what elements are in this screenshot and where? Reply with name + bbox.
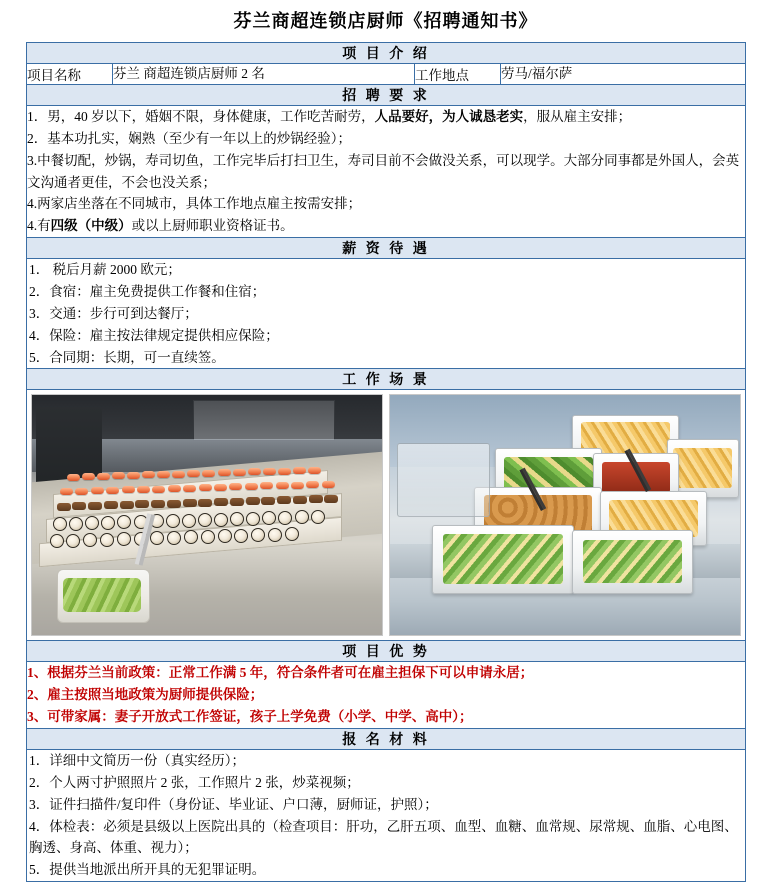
vegetable-food — [583, 540, 683, 584]
sushi-piece — [263, 468, 276, 475]
item-text: 男，40 岁以下，婚姻不限，身体健康，工作吃苦耐劳， — [47, 109, 375, 124]
sushi-piece — [157, 471, 170, 478]
section-header-row-advantages — [27, 641, 746, 662]
sushi-piece — [75, 488, 88, 495]
requirement-item — [27, 128, 745, 150]
sushi-piece — [182, 514, 196, 528]
sushi-piece — [66, 534, 80, 548]
section-header-row-intro — [27, 43, 746, 64]
item-strong-text: 可带家属： — [47, 709, 115, 725]
sushi-piece — [306, 481, 319, 488]
container-lid — [397, 443, 490, 517]
sushi-piece — [246, 512, 260, 526]
section-header-row-workplace — [27, 369, 746, 390]
section-heading-materials: 报 名 材 料 — [27, 729, 746, 750]
item-number: 4. — [27, 218, 38, 234]
sushi-piece — [285, 527, 299, 541]
requirement-item — [27, 193, 745, 215]
fries-food — [673, 448, 732, 488]
sushi-piece — [293, 496, 307, 504]
sushi-piece — [214, 513, 228, 527]
page-title: 芬兰商超连锁店厨师《招聘通知书》 — [233, 11, 538, 31]
sushi-piece — [122, 486, 135, 493]
sushi-piece — [291, 482, 304, 489]
section-heading-workplace: 工 作 场 景 — [27, 369, 746, 390]
section-heading-intro: 项 目 介 绍 — [27, 43, 746, 64]
sushi-piece — [120, 501, 134, 509]
workplace-photos-cell — [27, 390, 746, 641]
item-number: 1、 — [27, 665, 48, 681]
sushi-piece — [167, 500, 181, 508]
sushi-piece — [69, 517, 83, 531]
sushi-piece — [183, 485, 196, 492]
sushi-piece — [202, 470, 215, 477]
sushi-piece — [142, 471, 155, 478]
sushi-piece — [187, 470, 200, 477]
sushi-counter-photo — [31, 394, 383, 636]
sushi-piece — [127, 472, 140, 479]
sushi-piece — [57, 503, 71, 511]
advantage-item — [27, 706, 745, 728]
list-item: 2．个人两寸护照照片 2 张，工作照片 2 张，炒菜视频； — [29, 774, 360, 790]
item-number: 3、 — [27, 709, 48, 725]
table-row — [27, 64, 746, 85]
requirements-list — [27, 106, 746, 238]
section-header-row-requirements — [27, 85, 746, 106]
photo-gallery — [27, 390, 745, 640]
broccoli-food — [443, 534, 563, 584]
sushi-piece — [309, 495, 323, 503]
sushi-piece — [183, 499, 197, 507]
list-item: 4．保险：雇主按法律规定提供相应保险； — [29, 327, 279, 343]
requirement-item — [27, 150, 745, 194]
item-text: 四级（中级） — [50, 218, 132, 234]
project-name-label: 项目名称 — [27, 64, 113, 85]
sushi-piece — [276, 482, 289, 489]
requirement-item — [27, 106, 745, 128]
item-number: 4. — [27, 196, 38, 212]
table-row — [27, 259, 746, 369]
sushi-piece — [151, 500, 165, 508]
hot-food-counter-photo — [389, 394, 741, 636]
table-row — [27, 750, 746, 882]
item-text: 或以上厨师职业资格证书。 — [131, 218, 294, 234]
item-strong-text: 根据芬兰当前政策： — [47, 665, 169, 681]
sushi-piece — [82, 473, 95, 480]
sushi-piece — [322, 481, 335, 488]
sushi-piece — [117, 532, 131, 546]
sushi-piece — [246, 497, 260, 505]
work-location-label: 工作地点 — [415, 64, 501, 85]
sushi-piece — [311, 510, 325, 524]
sushi-piece — [218, 469, 231, 476]
sushi-piece — [50, 534, 64, 548]
sushi-piece — [248, 468, 261, 475]
sushi-piece — [245, 483, 258, 490]
sushi-piece — [60, 488, 73, 495]
item-strong-text: 雇主按照当地政策为厨师提供保险； — [47, 687, 264, 703]
item-text: 两家店坐落在不同城市，具体工作地点雇主按需安排； — [37, 196, 362, 212]
sushi-piece — [214, 484, 227, 491]
sushi-piece — [261, 497, 275, 505]
sushi-piece — [230, 498, 244, 506]
sushi-piece — [229, 483, 242, 490]
sushi-piece — [67, 474, 80, 481]
item-number: 1． — [27, 109, 48, 124]
sushi-piece — [167, 531, 181, 545]
advantage-item — [27, 684, 745, 706]
list-item: 5．合同期：长期，可一直续签。 — [29, 349, 225, 365]
list-item: 4．体检表：必须是县级以上医院出具的（检查项目：肝功，乙肝五项、血型、血糖、血常规、尿常规、血脂、心电图、胸透、身高、体重、视力）； — [29, 818, 738, 856]
item-text: 正常工作满 5 年，符合条件者可在雇主担保下可以申请永居； — [168, 665, 534, 681]
item-number: 3. — [27, 152, 38, 168]
list-item: 1．详细中文简历一份（真实经历）； — [29, 753, 245, 769]
materials-list — [27, 750, 746, 882]
sushi-piece — [135, 500, 149, 508]
sushi-piece — [137, 486, 150, 493]
sushi-piece — [198, 513, 212, 527]
sushi-piece — [295, 510, 309, 524]
list-item: 3．交通：步行可到达餐厅； — [29, 305, 198, 321]
sushi-piece — [199, 484, 212, 491]
sushi-piece — [166, 514, 180, 528]
item-text: 中餐切配，炒锅，寿司切鱼，工作完毕后打扫卫生，寿司目前不会做没关系，可以现学。大部分同事都是外国人，会英文沟通者更佳，不会也没关系； — [27, 152, 740, 190]
advantages-list — [27, 662, 746, 729]
kitchen-hood-shape — [193, 400, 335, 440]
salary-list — [27, 259, 746, 369]
item-number: 2． — [27, 130, 48, 146]
item-text: ，服从雇主安排； — [523, 109, 632, 124]
requirement-item — [27, 215, 745, 237]
sushi-piece — [112, 472, 125, 479]
table-row — [27, 662, 746, 729]
food-container — [432, 525, 574, 594]
item-text: 有 — [37, 218, 51, 234]
sushi-piece — [277, 496, 291, 504]
sushi-piece — [91, 487, 104, 494]
sushi-piece — [233, 469, 246, 476]
table-row — [27, 106, 746, 238]
sushi-piece — [278, 468, 291, 475]
work-location-value: 劳马/福尔萨 — [501, 64, 746, 85]
recruitment-table — [26, 42, 746, 882]
table-row — [27, 390, 746, 641]
sushi-piece — [260, 482, 273, 489]
food-container — [572, 530, 693, 594]
item-number: 2、 — [27, 687, 48, 703]
sushi-piece — [218, 529, 232, 543]
item-text: 基本功扎实，娴熟（至少有一年以上的炒锅经验）； — [47, 130, 351, 146]
sushi-piece — [214, 498, 228, 506]
list-item: 5．提供当地派出所开具的无犯罪证明。 — [29, 862, 266, 878]
salad-container — [57, 569, 150, 624]
list-item: 1． 税后月薪 2000 欧元； — [29, 262, 181, 278]
sushi-piece — [308, 467, 321, 474]
sushi-piece — [168, 485, 181, 492]
sushi-piece — [104, 501, 118, 509]
advantage-item — [27, 662, 745, 684]
list-item: 2．食宿：雇主免费提供工作餐和住宿； — [29, 284, 266, 300]
sushi-piece — [324, 495, 338, 503]
section-header-row-salary — [27, 238, 746, 259]
sushi-piece — [198, 499, 212, 507]
sushi-piece — [88, 502, 102, 510]
sushi-piece — [106, 487, 119, 494]
project-name-value: 芬兰 商超连锁店厨师 2 名 — [113, 64, 415, 85]
sushi-piece — [268, 528, 282, 542]
sushi-piece — [293, 467, 306, 474]
section-heading-salary: 薪 资 待 遇 — [27, 238, 746, 259]
item-text: 妻子开放式工作签证，孩子上学免费（小学、中学、高中）； — [114, 709, 473, 725]
section-heading-requirements: 招 聘 要 求 — [27, 85, 746, 106]
sushi-piece — [152, 486, 165, 493]
sushi-piece — [201, 530, 215, 544]
sushi-piece — [172, 471, 185, 478]
sushi-piece — [100, 533, 114, 547]
item-text: 人品要好，为人诚恳老实 — [374, 109, 524, 124]
sushi-piece — [72, 502, 86, 510]
sushi-piece — [150, 514, 164, 528]
list-item: 3．证件扫描件/复印件（身份证、毕业证、户口薄，厨师证，护照）； — [29, 796, 438, 812]
section-header-row-materials — [27, 729, 746, 750]
section-heading-advantages: 项 目 优 势 — [27, 641, 746, 662]
sushi-piece — [97, 473, 110, 480]
